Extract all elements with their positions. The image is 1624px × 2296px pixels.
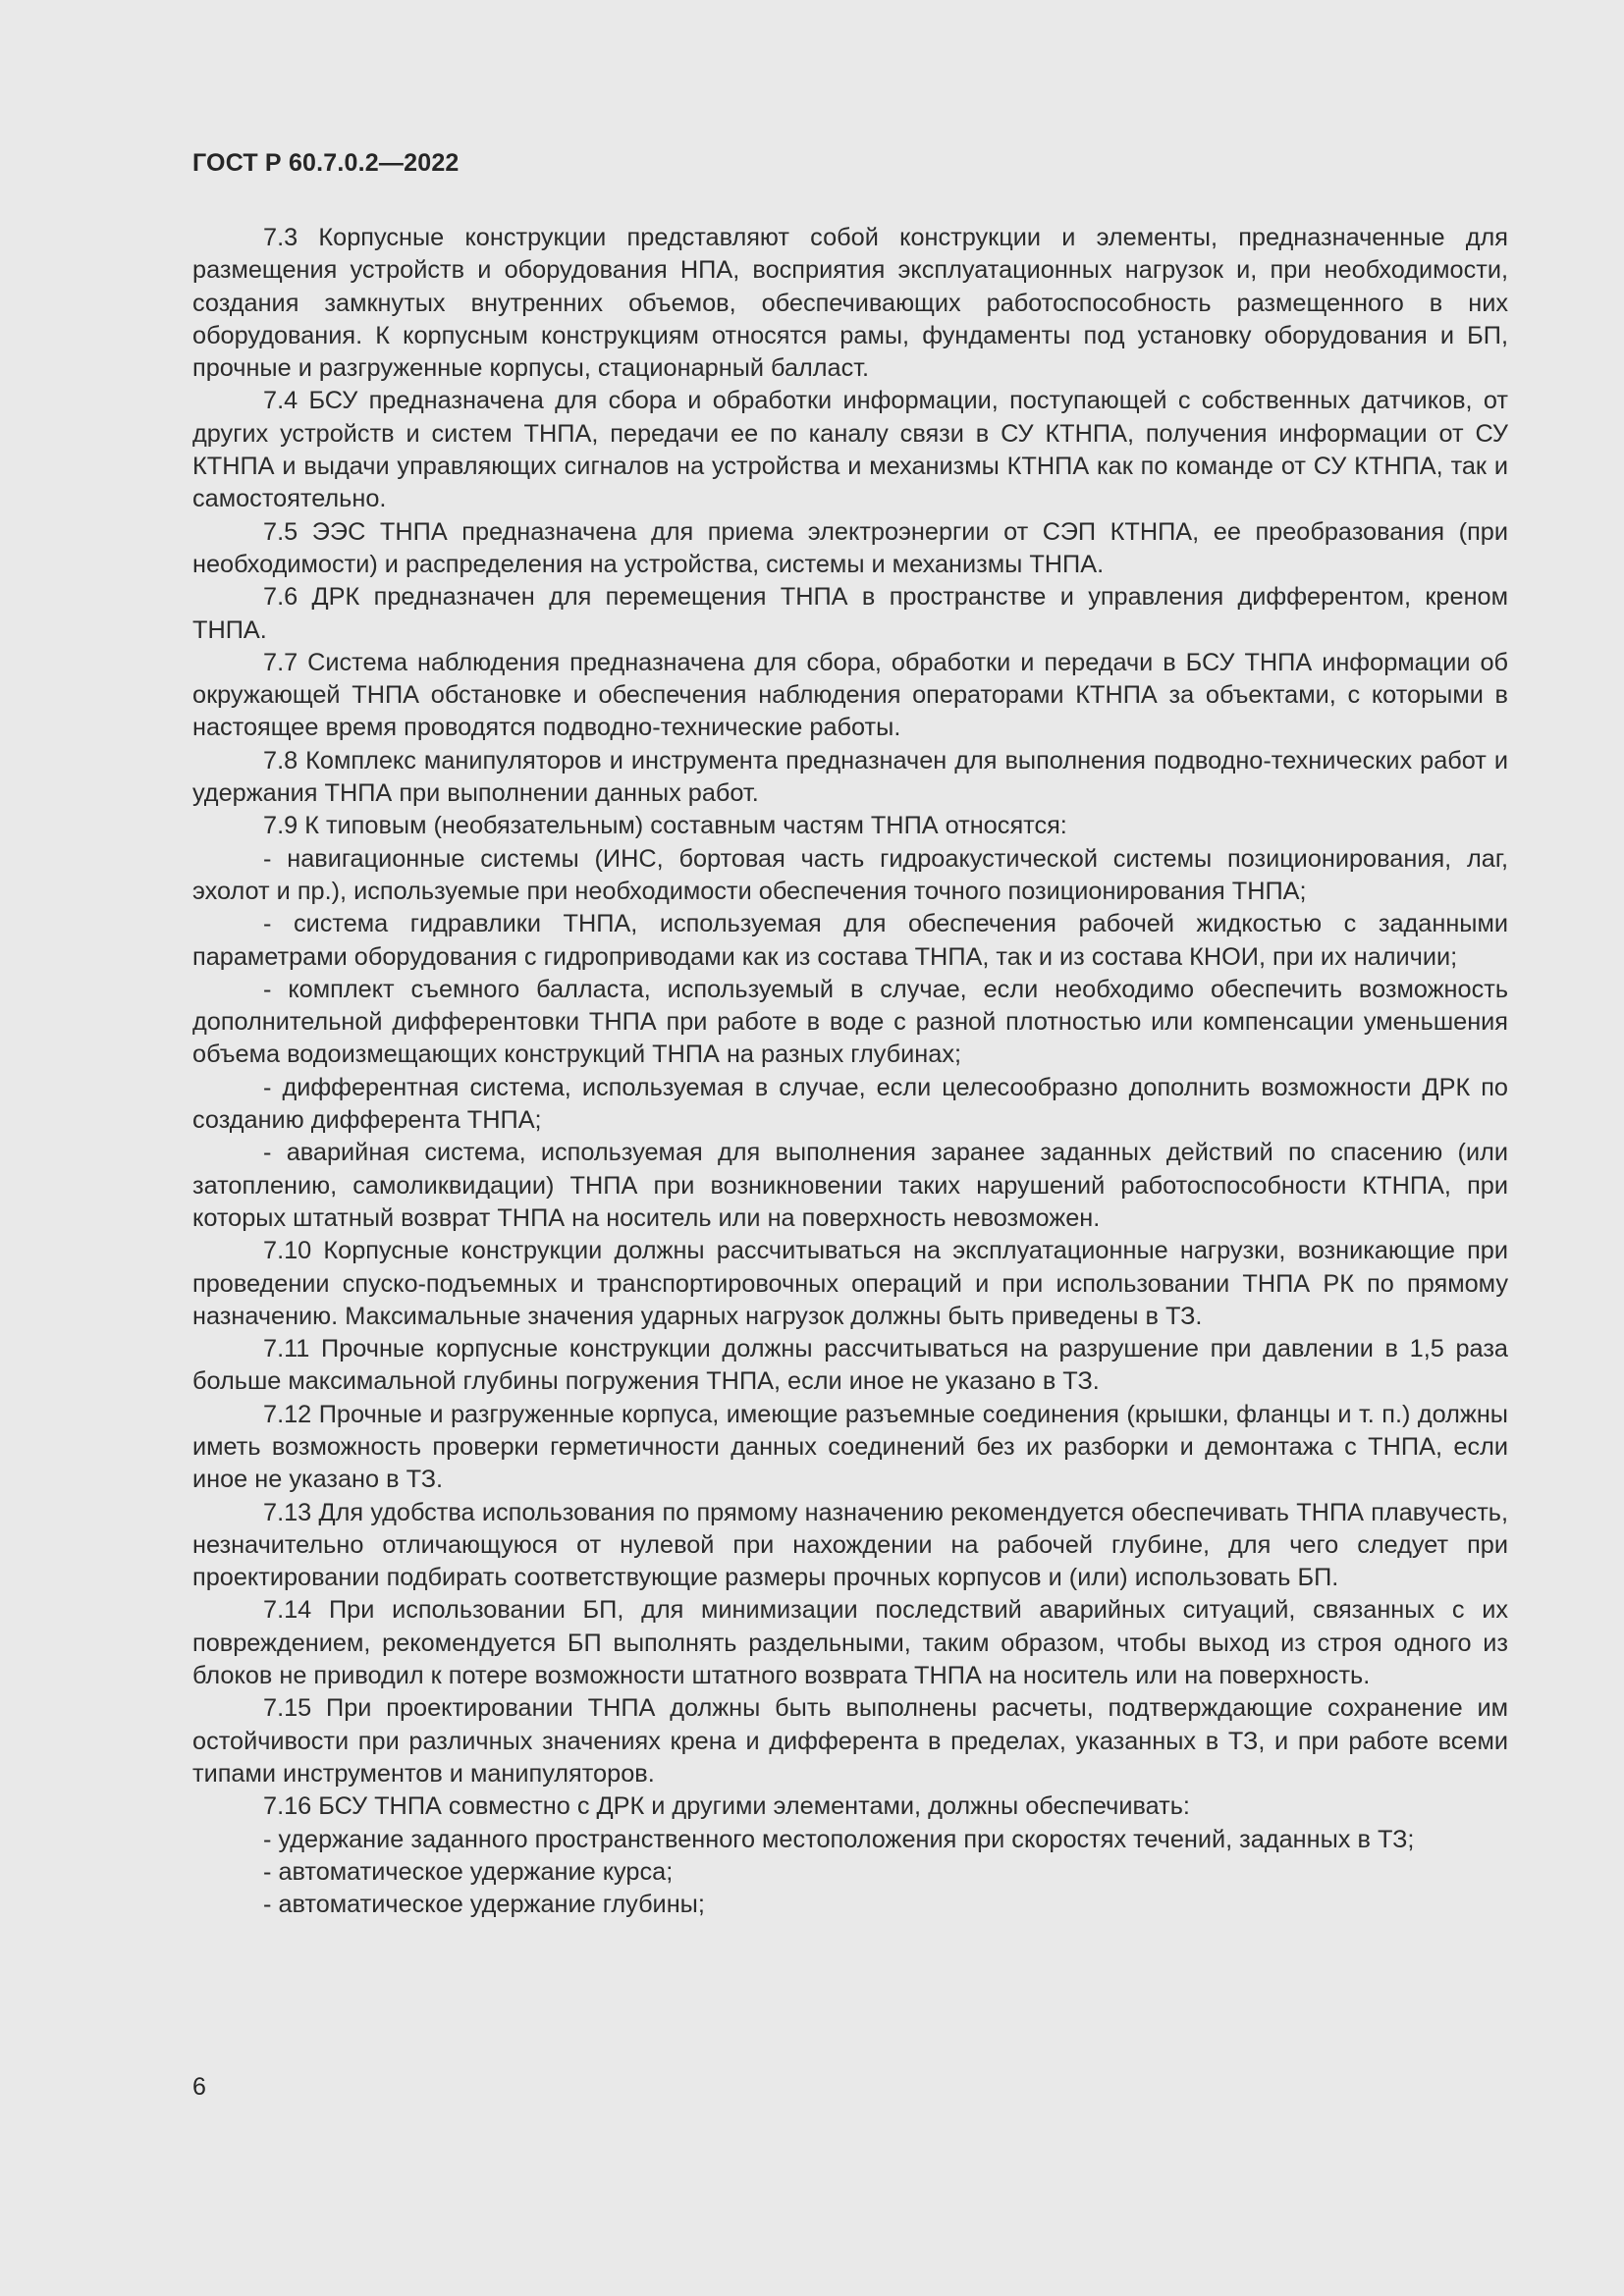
document-body	[192, 222, 1508, 1921]
paragraph-7-5: 7.5 ЭЭС ТНПА предназначена для приема электроэнергии от СЭП КТНПА, ее преобразования (при необходимости) и распределения на устройства, системы и механизмы ТНПА.	[192, 517, 1508, 578]
paragraph-7-13: 7.13 Для удобства использования по прямому назначению рекомендуется обеспечивать ТНПА плавучесть, незначительно отличающуюся от нулевой при нахождении на рабочей глубине, для чего следует при проектировании подбирать соответствующие размеры прочных корпусов и (или) использовать БП.	[192, 1498, 1508, 1592]
list-item-heading-hold: - автоматическое удержание курса;	[263, 1857, 674, 1886]
paragraph-7-12: 7.12 Прочные и разгруженные корпуса, имеющие разъемные соединения (крышки, фланцы и т. п.) должны иметь возможность проверки герметичности данных соединений без их разборки и демонтажа с ТНПА, если иное не указано в ТЗ.	[192, 1400, 1508, 1494]
paragraph-7-10: 7.10 Корпусные конструкции должны рассчитываться на эксплуатационные нагрузки, возникающие при проведении спуско-подъемных и транспортировочных операций и при использовании ТНПА РК по прямому назначению. Максимальные значения ударных нагрузок должны быть приведены в ТЗ.	[192, 1237, 1508, 1330]
list-item-hydraulics: - система гидравлики ТНПА, используемая для обеспечения рабочей жидкостью с заданными параметрами оборудования с гидроприводами как из состава ТНПА, так и из состава КНОИ, при их наличии;	[192, 910, 1508, 971]
paragraph-7-16: 7.16 БСУ ТНПА совместно с ДРК и другими элементами, должны обеспечивать:	[263, 1792, 1190, 1821]
paragraph-7-11: 7.11 Прочные корпусные конструкции должны рассчитываться на разрушение при давлении в 1,5 раза больше максимальной глубины погружения ТНПА, если иное не указано в ТЗ.	[192, 1335, 1508, 1396]
paragraph-7-8: 7.8 Комплекс манипуляторов и инструмента предназначен для выполнения подводно-технических работ и удержания ТНПА при выполнении данных работ.	[192, 746, 1508, 808]
paragraph-7-9: 7.9 К типовым (необязательным) составным частям ТНПА относятся:	[263, 812, 1067, 840]
page-number: 6	[192, 2073, 206, 2101]
list-item-depth-hold: - автоматическое удержание глубины;	[263, 1891, 705, 1919]
list-item-emergency-system: - аварийная система, используемая для выполнения заранее заданных действий по спасению (или затоплению, самоликвидации) ТНПА при возникновении таких нарушений работоспособности КТНПА, при которых штатный возврат ТНПА на носитель или на поверхность невозможен.	[192, 1139, 1508, 1232]
paragraph-7-15: 7.15 При проектировании ТНПА должны быть выполнены расчеты, подтверждающие сохранение им остойчивости при различных значениях крена и дифферента в пределах, указанных в ТЗ, и при работе всеми типами инструментов и манипуляторов.	[192, 1694, 1508, 1788]
paragraph-7-14: 7.14 При использовании БП, для минимизации последствий аварийных ситуаций, связанных с их повреждением, рекомендуется БП выполнять раздельными, таким образом, чтобы выход из строя одного из блоков не приводил к потере возможности штатного возврата ТНПА на носитель или на поверхность.	[192, 1596, 1508, 1690]
list-item-ballast: - комплект съемного балласта, используемый в случае, если необходимо обеспечить возможность дополнительной дифферентовки ТНПА при работе в воде с разной плотностью или компенсации уменьшения объема водоизмещающих конструкций ТНПА на разных глубинах;	[192, 975, 1508, 1069]
list-item-navigation: - навигационные системы (ИНС, бортовая часть гидроакустической системы позиционирования, лаг, эхолот и пр.), используемые при необходимости обеспечения точного позиционирования ТНПА;	[192, 844, 1508, 905]
list-item-position-hold: - удержание заданного пространственного местоположения при скоростях течений, заданных в ТЗ;	[263, 1825, 1415, 1853]
paragraph-7-4: 7.4 БСУ предназначена для сбора и обработки информации, поступающей с собственных датчиков, от других устройств и систем ТНПА, передачи ее по каналу связи в СУ КТНПА, получения информации от СУ КТНПА и выдачи управляющих сигналов на устройства и механизмы КТНПА как по команде от СУ КТНПА, так и самостоятельно.	[192, 387, 1508, 513]
document-header: ГОСТ Р 60.7.0.2—2022	[192, 149, 460, 177]
paragraph-7-3: 7.3 Корпусные конструкции представляют собой конструкции и элементы, предназначенные для размещения устройств и оборудования НПА, восприятия эксплуатационных нагрузок и, при необходимости, создания замкнутых внутренних объемов, обеспечивающих работоспособность размещенного в них оборудования. К корпусным конструкциям относятся рамы, фундаменты под установку оборудования и БП, прочные и разгруженные корпусы, стационарный балласт.	[192, 224, 1508, 383]
list-item-trim-system: - дифферентная система, используемая в случае, если целесообразно дополнить возможности ДРК по созданию дифферента ТНПА;	[192, 1073, 1508, 1135]
paragraph-7-7: 7.7 Система наблюдения предназначена для сбора, обработки и передачи в БСУ ТНПА информации об окружающей ТНПА обстановке и обеспечения наблюдения операторами КТНПА за объектами, с которыми в настоящее время проводятся подводно-технические работы.	[192, 648, 1508, 742]
paragraph-7-6: 7.6 ДРК предназначен для перемещения ТНПА в пространстве и управления дифферентом, креном ТНПА.	[192, 583, 1508, 644]
